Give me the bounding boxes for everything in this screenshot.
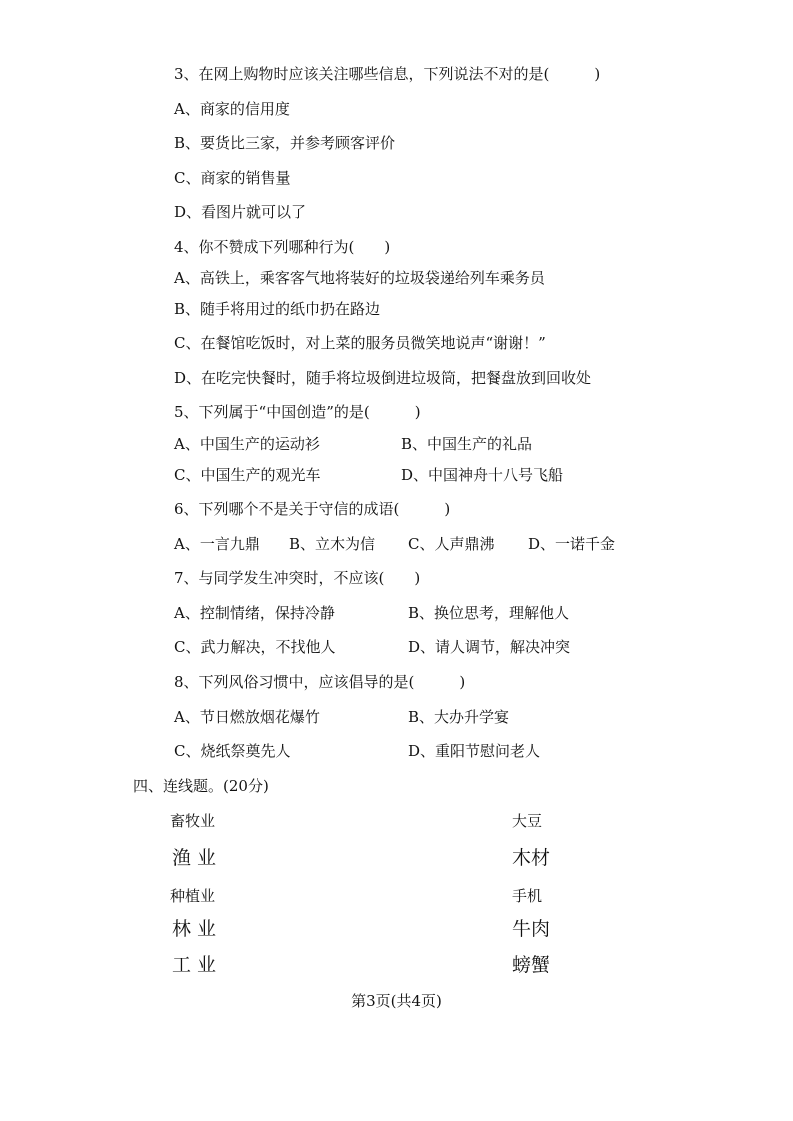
question-6-option-a: A、一言九鼎	[174, 535, 260, 553]
question-7-stem: 7、与同学发生冲突时，不应该( )	[174, 569, 421, 587]
question-4-option-c: C、在餐馆吃饭时，对上菜的服务员微笑地说声“谢谢！”	[174, 334, 546, 352]
question-7-option-b: B、换位思考，理解他人	[408, 604, 570, 622]
match-right-item-1: 大豆	[512, 812, 543, 830]
question-6-option-c: C、人声鼎沸	[408, 535, 495, 553]
question-6-option-b: B、立木为信	[289, 535, 376, 553]
question-7-option-c: C、武力解决，不找他人	[174, 638, 336, 656]
question-6-stem: 6、下列哪个不是关于守信的成语( )	[174, 500, 451, 518]
question-4-stem: 4、你不赞成下列哪种行为( )	[174, 238, 391, 256]
page-footer: 第3页(共4页)	[351, 992, 442, 1010]
match-right-item-3: 手机	[512, 887, 543, 905]
question-8-option-a: A、节日燃放烟花爆竹	[174, 708, 320, 726]
question-7-option-a: A、控制情绪，保持冷静	[174, 604, 335, 622]
match-left-item-1: 畜牧业	[170, 812, 216, 830]
question-5-option-c: C、中国生产的观光车	[174, 466, 321, 484]
question-4-option-d: D、在吃完快餐时，随手将垃圾倒进垃圾筒，把餐盘放到回收处	[174, 369, 592, 387]
match-right-item-5: 螃蟹	[512, 954, 551, 976]
question-6-option-d: D、一诺千金	[528, 535, 616, 553]
question-5-option-a: A、中国生产的运动衫	[174, 435, 320, 453]
match-right-item-2: 木材	[512, 847, 551, 869]
match-left-item-5: 工 业	[172, 954, 217, 976]
match-left-item-2: 渔 业	[172, 847, 217, 869]
question-8-option-b: B、大办升学宴	[408, 708, 510, 726]
question-8-option-d: D、重阳节慰问老人	[408, 742, 541, 760]
question-3-option-d: D、看图片就可以了	[174, 203, 307, 221]
match-right-item-4: 牛肉	[512, 918, 551, 940]
question-3-option-b: B、要货比三家，并参考顾客评价	[174, 134, 396, 152]
match-left-item-3: 种植业	[170, 887, 216, 905]
question-3-stem: 3、在网上购物时应该关注哪些信息，下列说法不对的是( )	[174, 65, 601, 83]
question-8-option-c: C、烧纸祭奠先人	[174, 742, 291, 760]
question-5-stem: 5、下列属于“中国创造”的是( )	[174, 403, 421, 421]
question-8-stem: 8、下列风俗习惯中，应该倡导的是( )	[174, 673, 466, 691]
section-4-title: 四、连线题。(20分)	[133, 777, 269, 795]
question-3-option-c: C、商家的销售量	[174, 169, 291, 187]
match-left-item-4: 林 业	[172, 918, 217, 940]
question-5-option-b: B、中国生产的礼品	[401, 435, 533, 453]
question-4-option-b: B、随手将用过的纸巾扔在路边	[174, 300, 381, 318]
question-7-option-d: D、请人调节，解决冲突	[408, 638, 571, 656]
question-5-option-d: D、中国神舟十八号飞船	[401, 466, 564, 484]
question-3-option-a: A、商家的信用度	[174, 100, 290, 118]
question-4-option-a: A、高铁上，乘客客气地将装好的垃圾袋递给列车乘务员	[174, 269, 545, 287]
